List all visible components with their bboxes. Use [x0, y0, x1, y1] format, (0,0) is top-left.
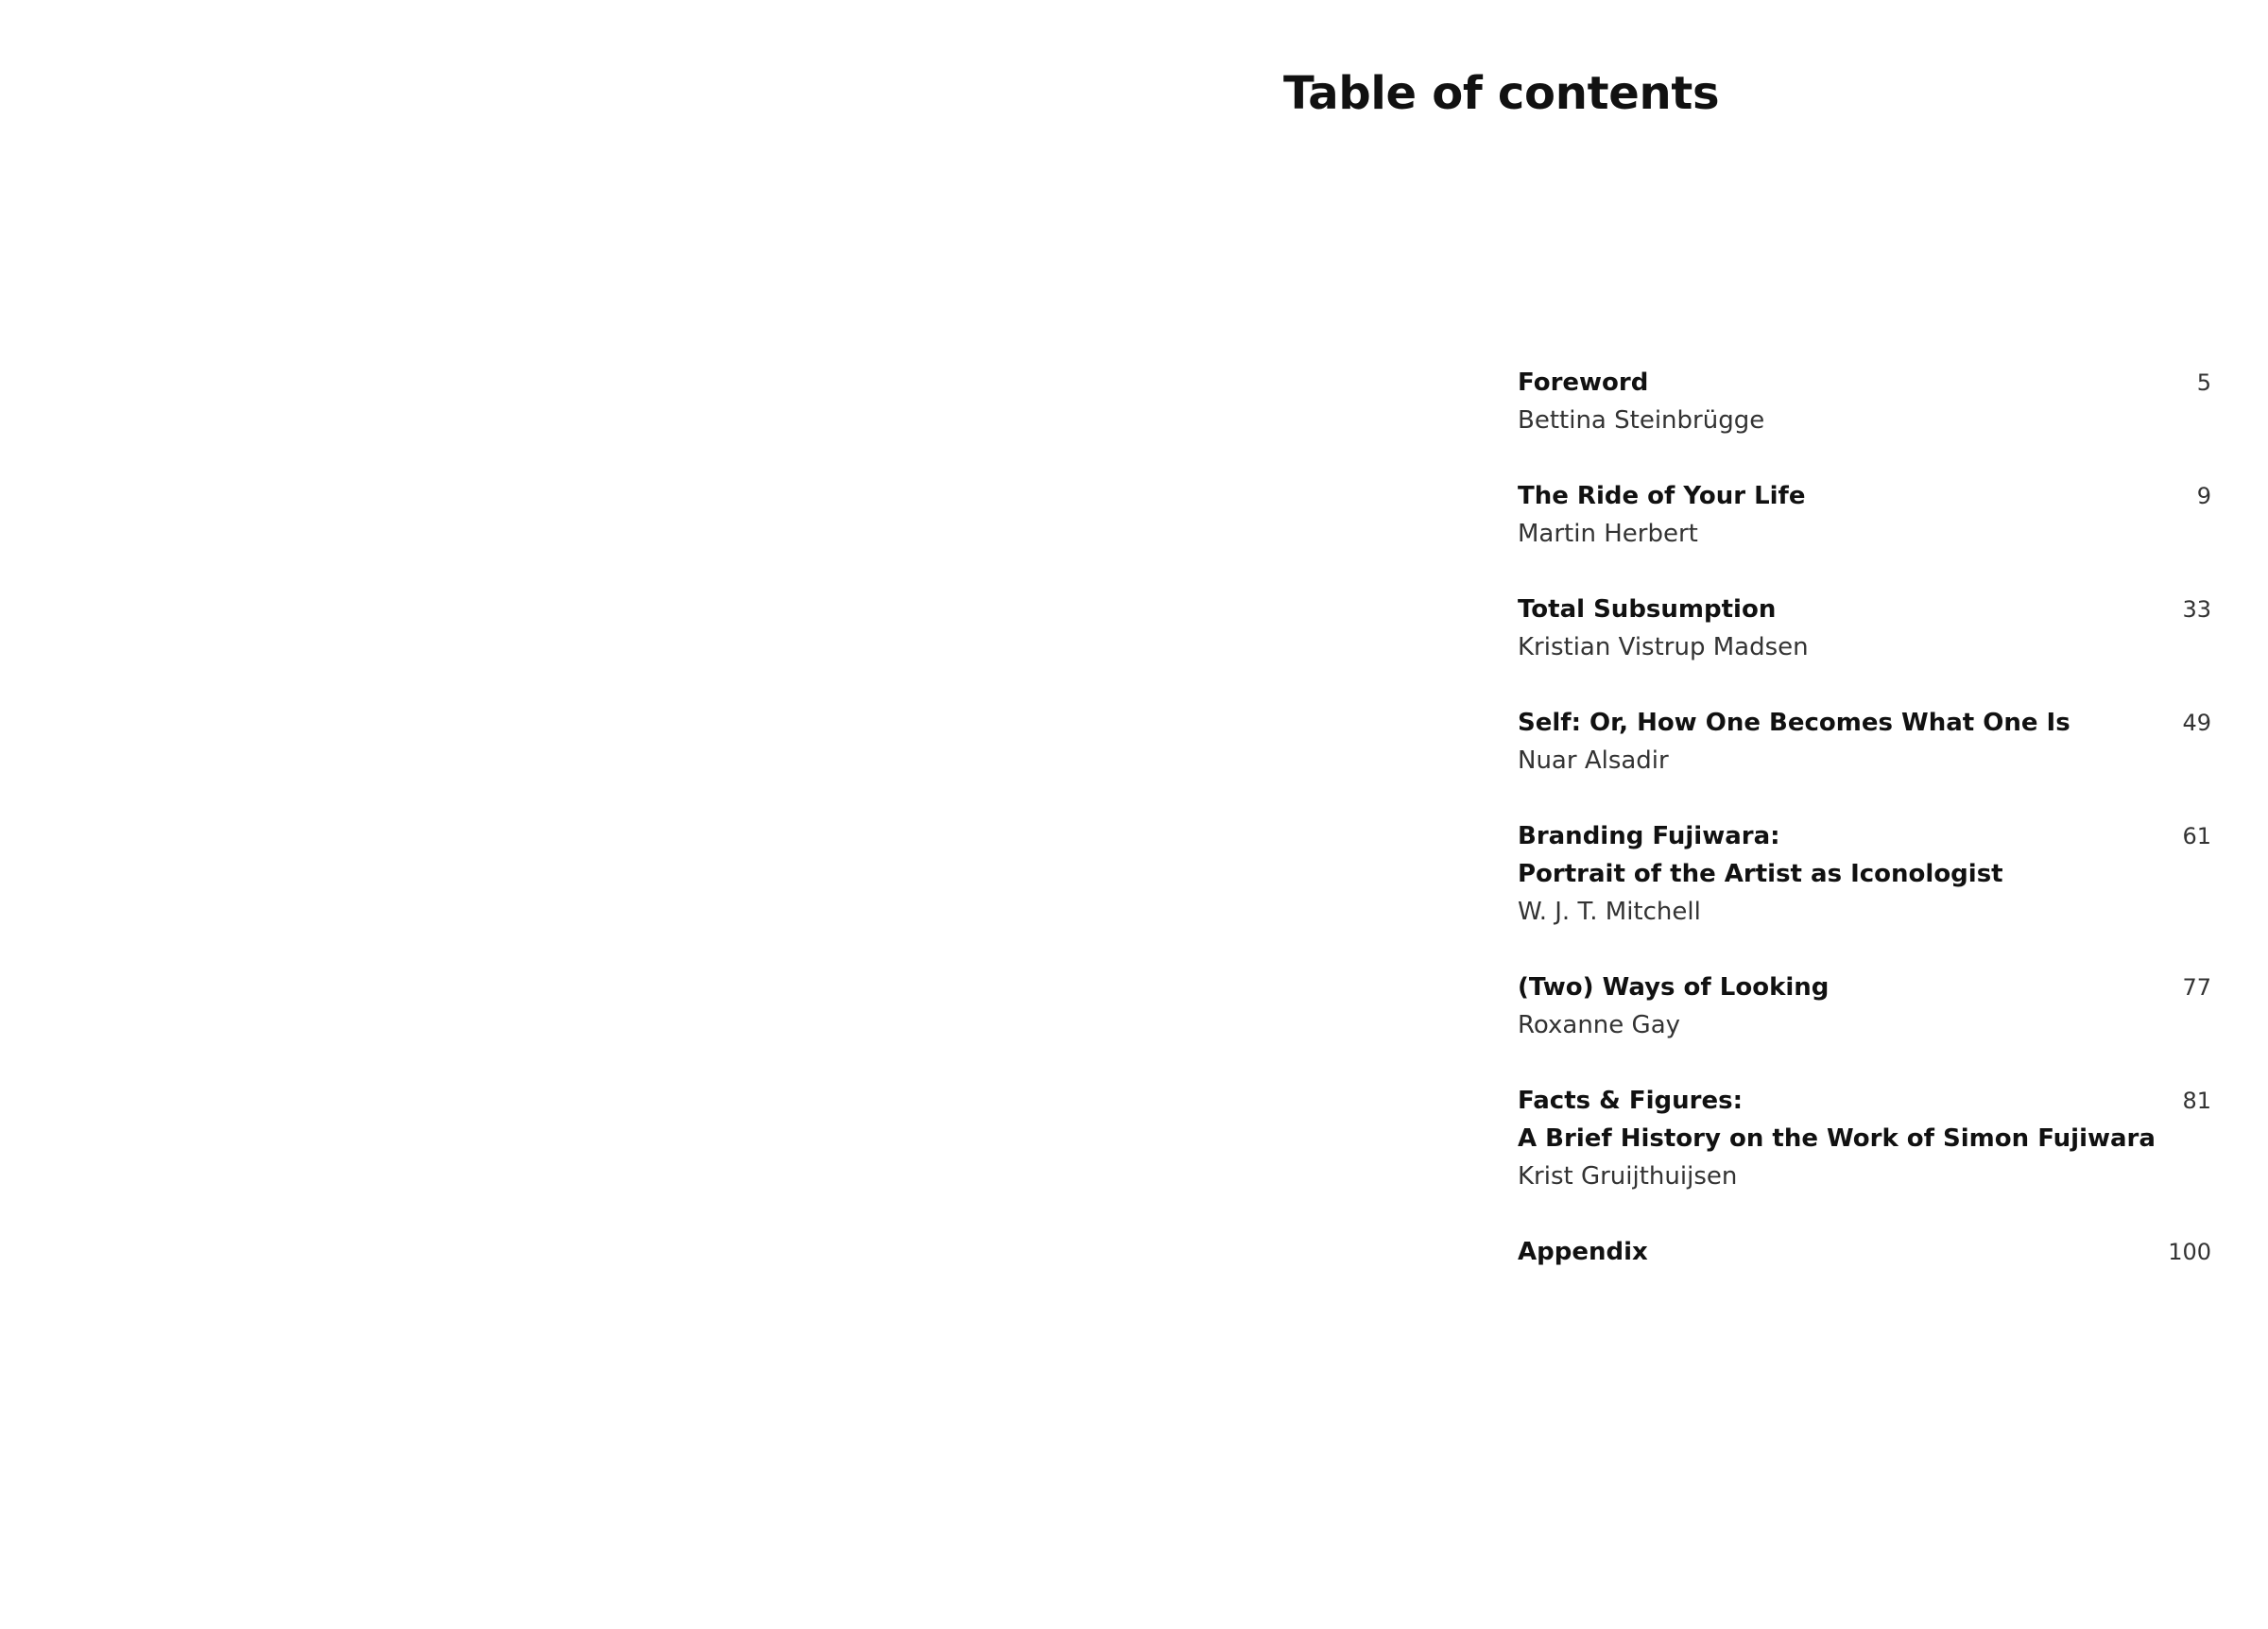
toc-entry-page: 61	[2182, 823, 2211, 849]
toc-entry-title: The Ride of Your Life	[1518, 482, 1806, 510]
toc-entry[interactable]	[1518, 817, 2211, 931]
toc-entry-author: W. J. T. Mitchell	[1518, 898, 1701, 926]
toc-entry[interactable]	[1518, 704, 2211, 780]
toc-entry-title: Branding Fujiwara:	[1518, 822, 1780, 850]
toc-entry-author: Kristian Vistrup Madsen	[1518, 633, 1809, 661]
toc-entry-page: 49	[2182, 710, 2211, 736]
toc-entry-title: Total Subsumption	[1518, 595, 1777, 624]
toc-entry-page: 5	[2196, 369, 2211, 396]
toc-entry-page: 100	[2168, 1239, 2211, 1265]
toc-entry-page: 77	[2182, 974, 2211, 1001]
toc-entry[interactable]	[1518, 364, 2211, 439]
toc-entry[interactable]	[1518, 969, 2211, 1044]
toc-entry[interactable]	[1518, 591, 2211, 666]
toc-entry-subtitle: A Brief History on the Work of Simon Fujiwara	[1518, 1124, 2156, 1153]
toc-entry[interactable]	[1518, 477, 2211, 553]
toc-entry-author: Krist Gruijthuijsen	[1518, 1162, 1738, 1191]
toc-entry-page: 9	[2196, 483, 2211, 509]
toc-entry-title: Facts & Figures:	[1518, 1087, 1743, 1115]
toc-entry-page: 81	[2182, 1088, 2211, 1114]
page-title: Table of contents	[1283, 67, 1720, 120]
toc-entry-title: (Two) Ways of Looking	[1518, 973, 1830, 1002]
toc-entry-author: Bettina Steinbrügge	[1518, 406, 1765, 435]
toc-entry-author: Roxanne Gay	[1518, 1011, 1681, 1039]
toc-entry-title: Foreword	[1518, 369, 1649, 397]
toc-entry-author: Nuar Alsadir	[1518, 746, 1669, 775]
toc-entry-subtitle: Portrait of the Artist as Iconologist	[1518, 860, 2003, 888]
toc-entry[interactable]	[1518, 1233, 2211, 1271]
toc-entry-title: Self: Or, How One Becomes What One Is	[1518, 709, 2070, 737]
toc-entry-title: Appendix	[1518, 1238, 1648, 1266]
toc-entry-author: Martin Herbert	[1518, 520, 1698, 548]
toc-entry-page: 33	[2182, 596, 2211, 623]
toc-entry[interactable]	[1518, 1082, 2211, 1195]
